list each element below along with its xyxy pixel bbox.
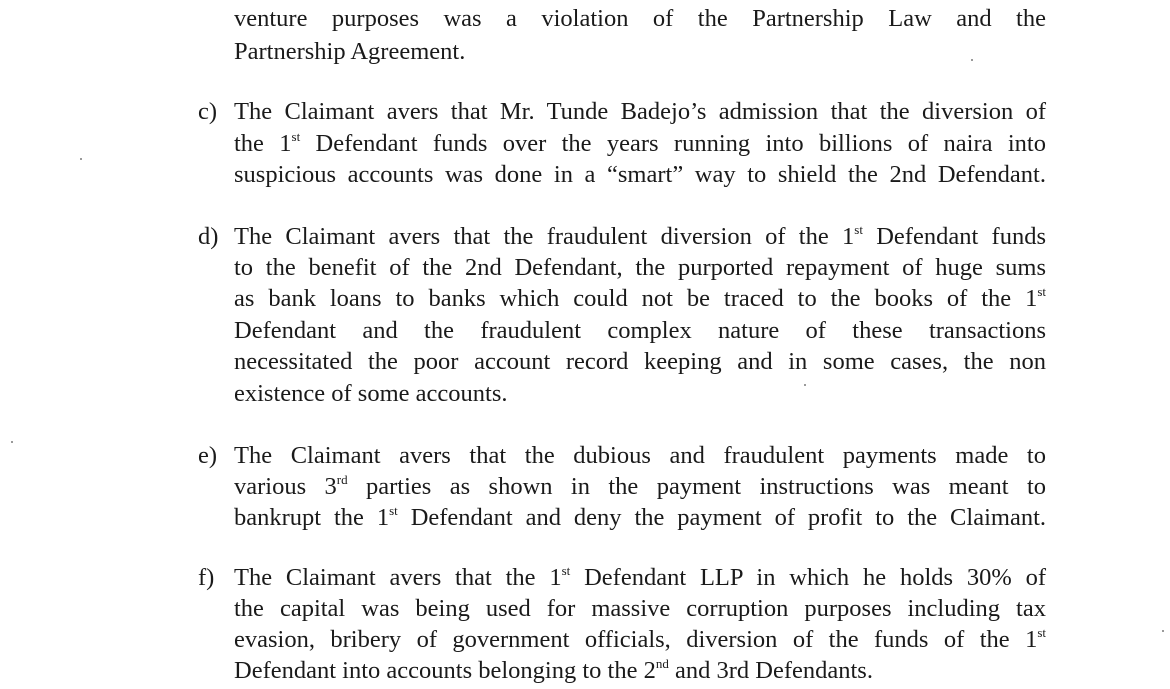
scan-speck [971,59,973,61]
list-marker: e) [198,442,218,469]
text-line: The Claimant avers that the fraudulent diversion of the 1st Defendant funds [234,222,1046,250]
text-line: necessitated the poor account record keeping and in some cases, the non [234,348,1046,375]
scan-speck [80,158,82,160]
scan-speck [804,384,806,386]
text-line: the 1st Defendant funds over the years running into billions of naira into [234,129,1046,157]
list-marker: c) [198,98,218,125]
text-line: The Claimant avers that the 1st Defendant LLP in which he holds 30% of [234,563,1046,591]
text-line: venture purposes was a violation of the Partnership Law and the [234,5,1046,32]
scan-speck [11,441,13,443]
text-line: bankrupt the 1st Defendant and deny the payment of profit to the Claimant. [234,503,1047,531]
text-line: existence of some accounts. [234,380,508,407]
text-line: Defendant and the fraudulent complex nature of these transactions [234,317,1046,344]
text-line: The Claimant avers that Mr. Tunde Badejo’s admission that the diversion of [234,98,1046,125]
text-line: the capital was being used for massive corruption purposes including tax [234,595,1046,622]
text-line: Defendant into accounts belonging to the 2nd and 3rd Defendants. [234,656,873,684]
list-marker: f) [198,564,215,591]
text-line: various 3rd parties as shown in the payment instructions was meant to [234,472,1046,500]
list-marker: d) [198,223,219,250]
text-line: to the benefit of the 2nd Defendant, the purported repayment of huge sums [234,254,1046,281]
text-line: suspicious accounts was done in a “smart” way to shield the 2nd Defendant. [234,161,1046,188]
text-line: Partnership Agreement. [234,38,466,65]
text-line: evasion, bribery of government officials, diversion of the funds of the 1st [234,625,1046,653]
scan-speck [1162,630,1164,632]
text-line: as bank loans to banks which could not be traced to the books of the 1st [234,284,1046,312]
text-line: The Claimant avers that the dubious and fraudulent payments made to [234,442,1046,469]
